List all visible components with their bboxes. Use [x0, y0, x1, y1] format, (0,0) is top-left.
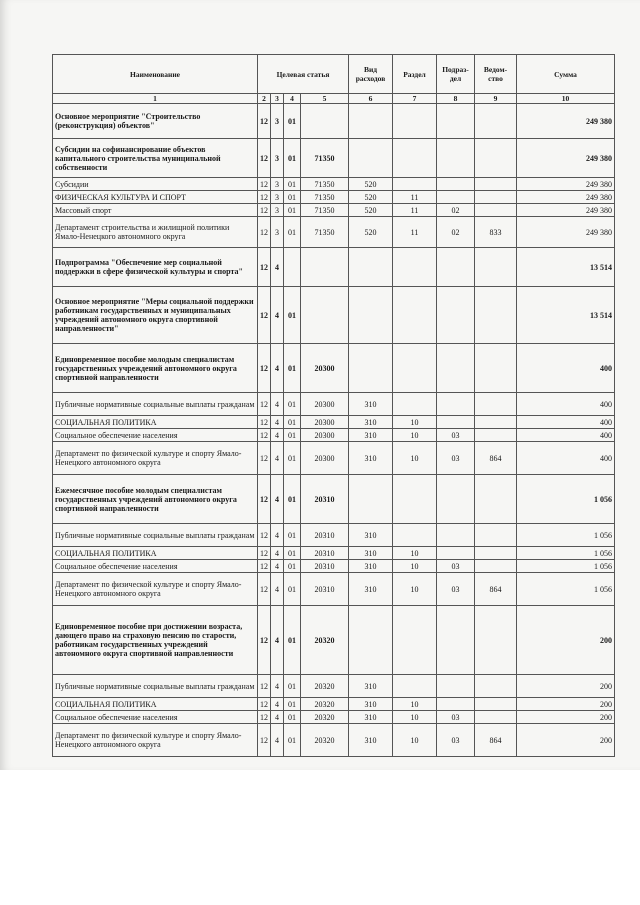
- target-direction-code: 20310: [301, 560, 349, 573]
- department-code: 864: [475, 724, 517, 757]
- department-code: [475, 475, 517, 524]
- target-direction-code: [301, 104, 349, 139]
- row-name: СОЦИАЛЬНАЯ ПОЛИТИКА: [53, 416, 258, 429]
- subsection-code: [437, 524, 475, 547]
- column-number: 5: [301, 94, 349, 104]
- department-code: [475, 344, 517, 393]
- subsection-code: 03: [437, 442, 475, 475]
- header-target: Целевая статья: [258, 55, 349, 94]
- target-program-code: 12: [258, 675, 271, 698]
- target-subprogram-code: 4: [271, 475, 284, 524]
- target-subprogram-code: 4: [271, 393, 284, 416]
- department-code: [475, 178, 517, 191]
- target-subprogram-code: 4: [271, 606, 284, 675]
- target-direction-code: 71350: [301, 204, 349, 217]
- department-code: [475, 416, 517, 429]
- department-code: 864: [475, 573, 517, 606]
- subsection-code: [437, 104, 475, 139]
- target-event-code: 01: [284, 139, 301, 178]
- target-direction-code: 20320: [301, 675, 349, 698]
- target-event-code: [284, 248, 301, 287]
- table-row: [53, 204, 615, 217]
- target-direction-code: 20310: [301, 475, 349, 524]
- target-direction-code: 71350: [301, 217, 349, 248]
- header-summa: Сумма: [517, 55, 615, 94]
- section-code: 10: [393, 429, 437, 442]
- target-program-code: 12: [258, 139, 271, 178]
- header-podrazdel: Подраз-дел: [437, 55, 475, 94]
- amount: 200: [517, 724, 615, 757]
- target-program-code: 12: [258, 178, 271, 191]
- expense-type-code: 310: [349, 560, 393, 573]
- department-code: [475, 139, 517, 178]
- row-name: Ежемесячное пособие молодым специалистам государственных учреждений автономного округа спортивной направленности: [53, 475, 258, 524]
- expense-type-code: 520: [349, 178, 393, 191]
- target-program-code: 12: [258, 191, 271, 204]
- target-event-code: 01: [284, 429, 301, 442]
- department-code: [475, 248, 517, 287]
- row-name: Публичные нормативные социальные выплаты гражданам: [53, 524, 258, 547]
- target-program-code: 12: [258, 248, 271, 287]
- target-subprogram-code: 4: [271, 524, 284, 547]
- section-code: [393, 139, 437, 178]
- target-program-code: 12: [258, 104, 271, 139]
- row-name: Публичные нормативные социальные выплаты гражданам: [53, 675, 258, 698]
- column-number: 1: [53, 94, 258, 104]
- table-row: [53, 442, 615, 475]
- expense-type-code: [349, 606, 393, 675]
- row-name: Единовременное пособие молодым специалистам государственных учреждений автономного округа спортивной направленности: [53, 344, 258, 393]
- section-code: 10: [393, 698, 437, 711]
- target-program-code: 12: [258, 204, 271, 217]
- amount: 249 380: [517, 191, 615, 204]
- target-direction-code: 20320: [301, 724, 349, 757]
- expense-type-code: 310: [349, 711, 393, 724]
- target-event-code: 01: [284, 416, 301, 429]
- subsection-code: [437, 698, 475, 711]
- department-code: [475, 698, 517, 711]
- section-code: [393, 475, 437, 524]
- target-event-code: 01: [284, 191, 301, 204]
- target-program-code: 12: [258, 573, 271, 606]
- target-subprogram-code: 3: [271, 139, 284, 178]
- target-program-code: 12: [258, 217, 271, 248]
- department-code: [475, 191, 517, 204]
- expense-type-code: 520: [349, 191, 393, 204]
- table-row: [53, 344, 615, 393]
- table-row: [53, 248, 615, 287]
- target-subprogram-code: 4: [271, 429, 284, 442]
- target-direction-code: 20300: [301, 393, 349, 416]
- section-code: [393, 606, 437, 675]
- target-event-code: 01: [284, 573, 301, 606]
- amount: 400: [517, 416, 615, 429]
- target-direction-code: 20310: [301, 573, 349, 606]
- target-program-code: 12: [258, 711, 271, 724]
- subsection-code: [437, 178, 475, 191]
- target-subprogram-code: 3: [271, 104, 284, 139]
- target-program-code: 12: [258, 344, 271, 393]
- row-name: Единовременное пособие при достижении возраста, дающего право на страховую пенсию по старости, работникам государственных учреждений автономного округа спортивной направленности: [53, 606, 258, 675]
- department-code: [475, 524, 517, 547]
- table-row: [53, 104, 615, 139]
- subsection-code: [437, 675, 475, 698]
- table-row: [53, 524, 615, 547]
- amount: 400: [517, 442, 615, 475]
- table-row: [53, 675, 615, 698]
- section-code: 10: [393, 416, 437, 429]
- expense-type-code: 310: [349, 442, 393, 475]
- department-code: 864: [475, 442, 517, 475]
- column-number: 9: [475, 94, 517, 104]
- target-event-code: 01: [284, 724, 301, 757]
- target-direction-code: 20300: [301, 442, 349, 475]
- section-code: [393, 104, 437, 139]
- target-program-code: 12: [258, 560, 271, 573]
- expense-type-code: 310: [349, 429, 393, 442]
- table-row: [53, 573, 615, 606]
- column-number: 8: [437, 94, 475, 104]
- target-subprogram-code: 4: [271, 573, 284, 606]
- amount: 1 056: [517, 560, 615, 573]
- subsection-code: 03: [437, 429, 475, 442]
- department-code: [475, 560, 517, 573]
- subsection-code: [437, 416, 475, 429]
- target-event-code: 01: [284, 675, 301, 698]
- expense-type-code: 310: [349, 675, 393, 698]
- target-event-code: 01: [284, 698, 301, 711]
- subsection-code: 02: [437, 204, 475, 217]
- target-direction-code: 20300: [301, 344, 349, 393]
- target-event-code: 01: [284, 442, 301, 475]
- section-code: [393, 287, 437, 344]
- row-name: СОЦИАЛЬНАЯ ПОЛИТИКА: [53, 547, 258, 560]
- subsection-code: 03: [437, 724, 475, 757]
- table-row: [53, 287, 615, 344]
- expense-type-code: [349, 104, 393, 139]
- target-program-code: 12: [258, 698, 271, 711]
- department-code: [475, 287, 517, 344]
- table-row: [53, 711, 615, 724]
- row-name: Социальное обеспечение населения: [53, 711, 258, 724]
- table-row: [53, 139, 615, 178]
- target-direction-code: [301, 287, 349, 344]
- target-subprogram-code: 4: [271, 547, 284, 560]
- section-code: [393, 178, 437, 191]
- subsection-code: 03: [437, 573, 475, 606]
- row-name: Субсидии: [53, 178, 258, 191]
- target-event-code: 01: [284, 547, 301, 560]
- amount: 13 514: [517, 248, 615, 287]
- row-name: СОЦИАЛЬНАЯ ПОЛИТИКА: [53, 698, 258, 711]
- target-subprogram-code: 3: [271, 204, 284, 217]
- amount: 400: [517, 393, 615, 416]
- expense-type-code: [349, 344, 393, 393]
- target-direction-code: 20300: [301, 429, 349, 442]
- target-event-code: 01: [284, 475, 301, 524]
- target-subprogram-code: 4: [271, 248, 284, 287]
- header-vid: Вид расходов: [349, 55, 393, 94]
- table-body: [53, 104, 615, 757]
- row-name: Департамент по физической культуре и спорту Ямало-Ненецкого автономного округа: [53, 442, 258, 475]
- section-code: [393, 675, 437, 698]
- row-name: Основное мероприятие "Строительство (реконструкция) объектов": [53, 104, 258, 139]
- target-event-code: 01: [284, 393, 301, 416]
- target-subprogram-code: 4: [271, 675, 284, 698]
- target-program-code: 12: [258, 547, 271, 560]
- amount: 200: [517, 711, 615, 724]
- target-event-code: 01: [284, 344, 301, 393]
- column-number: 7: [393, 94, 437, 104]
- subsection-code: [437, 606, 475, 675]
- department-code: [475, 204, 517, 217]
- target-subprogram-code: 4: [271, 560, 284, 573]
- target-event-code: 01: [284, 204, 301, 217]
- column-numbers-row: [53, 94, 615, 104]
- target-subprogram-code: 4: [271, 698, 284, 711]
- department-code: [475, 606, 517, 675]
- target-subprogram-code: 3: [271, 178, 284, 191]
- table-row: [53, 560, 615, 573]
- subsection-code: [437, 191, 475, 204]
- expense-type-code: 310: [349, 573, 393, 606]
- subsection-code: [437, 139, 475, 178]
- row-name: Социальное обеспечение населения: [53, 560, 258, 573]
- expense-type-code: [349, 139, 393, 178]
- expense-type-code: [349, 248, 393, 287]
- amount: 200: [517, 606, 615, 675]
- target-program-code: 12: [258, 724, 271, 757]
- amount: 200: [517, 698, 615, 711]
- target-program-code: 12: [258, 287, 271, 344]
- expense-type-code: [349, 287, 393, 344]
- amount: 13 514: [517, 287, 615, 344]
- amount: 200: [517, 675, 615, 698]
- section-code: 10: [393, 547, 437, 560]
- table-row: [53, 429, 615, 442]
- target-event-code: 01: [284, 178, 301, 191]
- target-direction-code: 20310: [301, 547, 349, 560]
- target-direction-code: 20310: [301, 524, 349, 547]
- target-subprogram-code: 4: [271, 287, 284, 344]
- expense-type-code: 310: [349, 416, 393, 429]
- target-subprogram-code: 4: [271, 442, 284, 475]
- expense-type-code: 310: [349, 547, 393, 560]
- column-number: 3: [271, 94, 284, 104]
- amount: 1 056: [517, 573, 615, 606]
- header-vedomstvo: Ведом-ство: [475, 55, 517, 94]
- target-program-code: 12: [258, 429, 271, 442]
- table-row: [53, 178, 615, 191]
- department-code: [475, 675, 517, 698]
- target-event-code: 01: [284, 606, 301, 675]
- subsection-code: [437, 547, 475, 560]
- subsection-code: [437, 344, 475, 393]
- target-subprogram-code: 4: [271, 344, 284, 393]
- target-direction-code: 20320: [301, 698, 349, 711]
- expense-type-code: [349, 475, 393, 524]
- table-row: [53, 606, 615, 675]
- row-name: ФИЗИЧЕСКАЯ КУЛЬТУРА И СПОРТ: [53, 191, 258, 204]
- column-number: 2: [258, 94, 271, 104]
- section-code: [393, 344, 437, 393]
- section-code: 10: [393, 724, 437, 757]
- row-name: Социальное обеспечение населения: [53, 429, 258, 442]
- table-row: [53, 547, 615, 560]
- target-subprogram-code: 3: [271, 217, 284, 248]
- expense-type-code: 310: [349, 393, 393, 416]
- expense-type-code: 520: [349, 217, 393, 248]
- table-row: [53, 698, 615, 711]
- row-name: Департамент строительства и жилищной политики Ямало-Ненецкого автономного округа: [53, 217, 258, 248]
- header-name: Наименование: [53, 55, 258, 94]
- expense-type-code: 310: [349, 724, 393, 757]
- row-name: Публичные нормативные социальные выплаты гражданам: [53, 393, 258, 416]
- target-event-code: 01: [284, 287, 301, 344]
- target-subprogram-code: 4: [271, 724, 284, 757]
- expense-type-code: 310: [349, 524, 393, 547]
- department-code: [475, 104, 517, 139]
- target-direction-code: 20320: [301, 606, 349, 675]
- subsection-code: [437, 287, 475, 344]
- department-code: [475, 393, 517, 416]
- target-subprogram-code: 4: [271, 416, 284, 429]
- table-row: [53, 217, 615, 248]
- column-number: 6: [349, 94, 393, 104]
- target-event-code: 01: [284, 524, 301, 547]
- expense-type-code: 520: [349, 204, 393, 217]
- target-program-code: 12: [258, 606, 271, 675]
- department-code: [475, 547, 517, 560]
- subsection-code: 03: [437, 560, 475, 573]
- section-code: [393, 524, 437, 547]
- row-name: Департамент по физической культуре и спорту Ямало-Ненецкого автономного округа: [53, 724, 258, 757]
- row-name: Субсидии на софинансирование объектов капитального строительства муниципальной собственности: [53, 139, 258, 178]
- section-code: 10: [393, 560, 437, 573]
- target-direction-code: [301, 248, 349, 287]
- target-direction-code: 71350: [301, 178, 349, 191]
- amount: 400: [517, 344, 615, 393]
- expense-type-code: 310: [349, 698, 393, 711]
- amount: 249 380: [517, 104, 615, 139]
- section-code: [393, 393, 437, 416]
- section-code: 10: [393, 442, 437, 475]
- table-header-row: [53, 55, 615, 94]
- target-event-code: 01: [284, 217, 301, 248]
- row-name: Подпрограмма "Обеспечение мер социальной поддержки в сфере физической культуры и спорта": [53, 248, 258, 287]
- section-code: [393, 248, 437, 287]
- amount: 400: [517, 429, 615, 442]
- section-code: 10: [393, 711, 437, 724]
- budget-table: [52, 54, 615, 757]
- header-razdel: Раздел: [393, 55, 437, 94]
- target-event-code: 01: [284, 104, 301, 139]
- target-subprogram-code: 3: [271, 191, 284, 204]
- target-program-code: 12: [258, 524, 271, 547]
- section-code: 11: [393, 217, 437, 248]
- department-code: 833: [475, 217, 517, 248]
- target-direction-code: 71350: [301, 139, 349, 178]
- amount: 249 380: [517, 217, 615, 248]
- table-row: [53, 393, 615, 416]
- subsection-code: [437, 248, 475, 287]
- section-code: 11: [393, 191, 437, 204]
- row-name: Массовый спорт: [53, 204, 258, 217]
- row-name: Департамент по физической культуре и спорту Ямало-Ненецкого автономного округа: [53, 573, 258, 606]
- department-code: [475, 711, 517, 724]
- column-number: 4: [284, 94, 301, 104]
- section-code: 11: [393, 204, 437, 217]
- amount: 1 056: [517, 475, 615, 524]
- target-program-code: 12: [258, 416, 271, 429]
- table-row: [53, 416, 615, 429]
- target-event-code: 01: [284, 711, 301, 724]
- table-row: [53, 724, 615, 757]
- subsection-code: 02: [437, 217, 475, 248]
- subsection-code: [437, 475, 475, 524]
- section-code: 10: [393, 573, 437, 606]
- target-event-code: 01: [284, 560, 301, 573]
- amount: 249 380: [517, 204, 615, 217]
- table-row: [53, 191, 615, 204]
- target-direction-code: 20300: [301, 416, 349, 429]
- target-direction-code: 20320: [301, 711, 349, 724]
- department-code: [475, 429, 517, 442]
- subsection-code: 03: [437, 711, 475, 724]
- target-program-code: 12: [258, 475, 271, 524]
- target-program-code: 12: [258, 442, 271, 475]
- amount: 1 056: [517, 547, 615, 560]
- target-subprogram-code: 4: [271, 711, 284, 724]
- amount: 249 380: [517, 178, 615, 191]
- target-program-code: 12: [258, 393, 271, 416]
- target-direction-code: 71350: [301, 191, 349, 204]
- amount: 1 056: [517, 524, 615, 547]
- amount: 249 380: [517, 139, 615, 178]
- column-number: 10: [517, 94, 615, 104]
- table-row: [53, 475, 615, 524]
- subsection-code: [437, 393, 475, 416]
- row-name: Основное мероприятие "Меры социальной поддержки работникам государственных и муниципальных учреждений автономного округа спортивной направленности": [53, 287, 258, 344]
